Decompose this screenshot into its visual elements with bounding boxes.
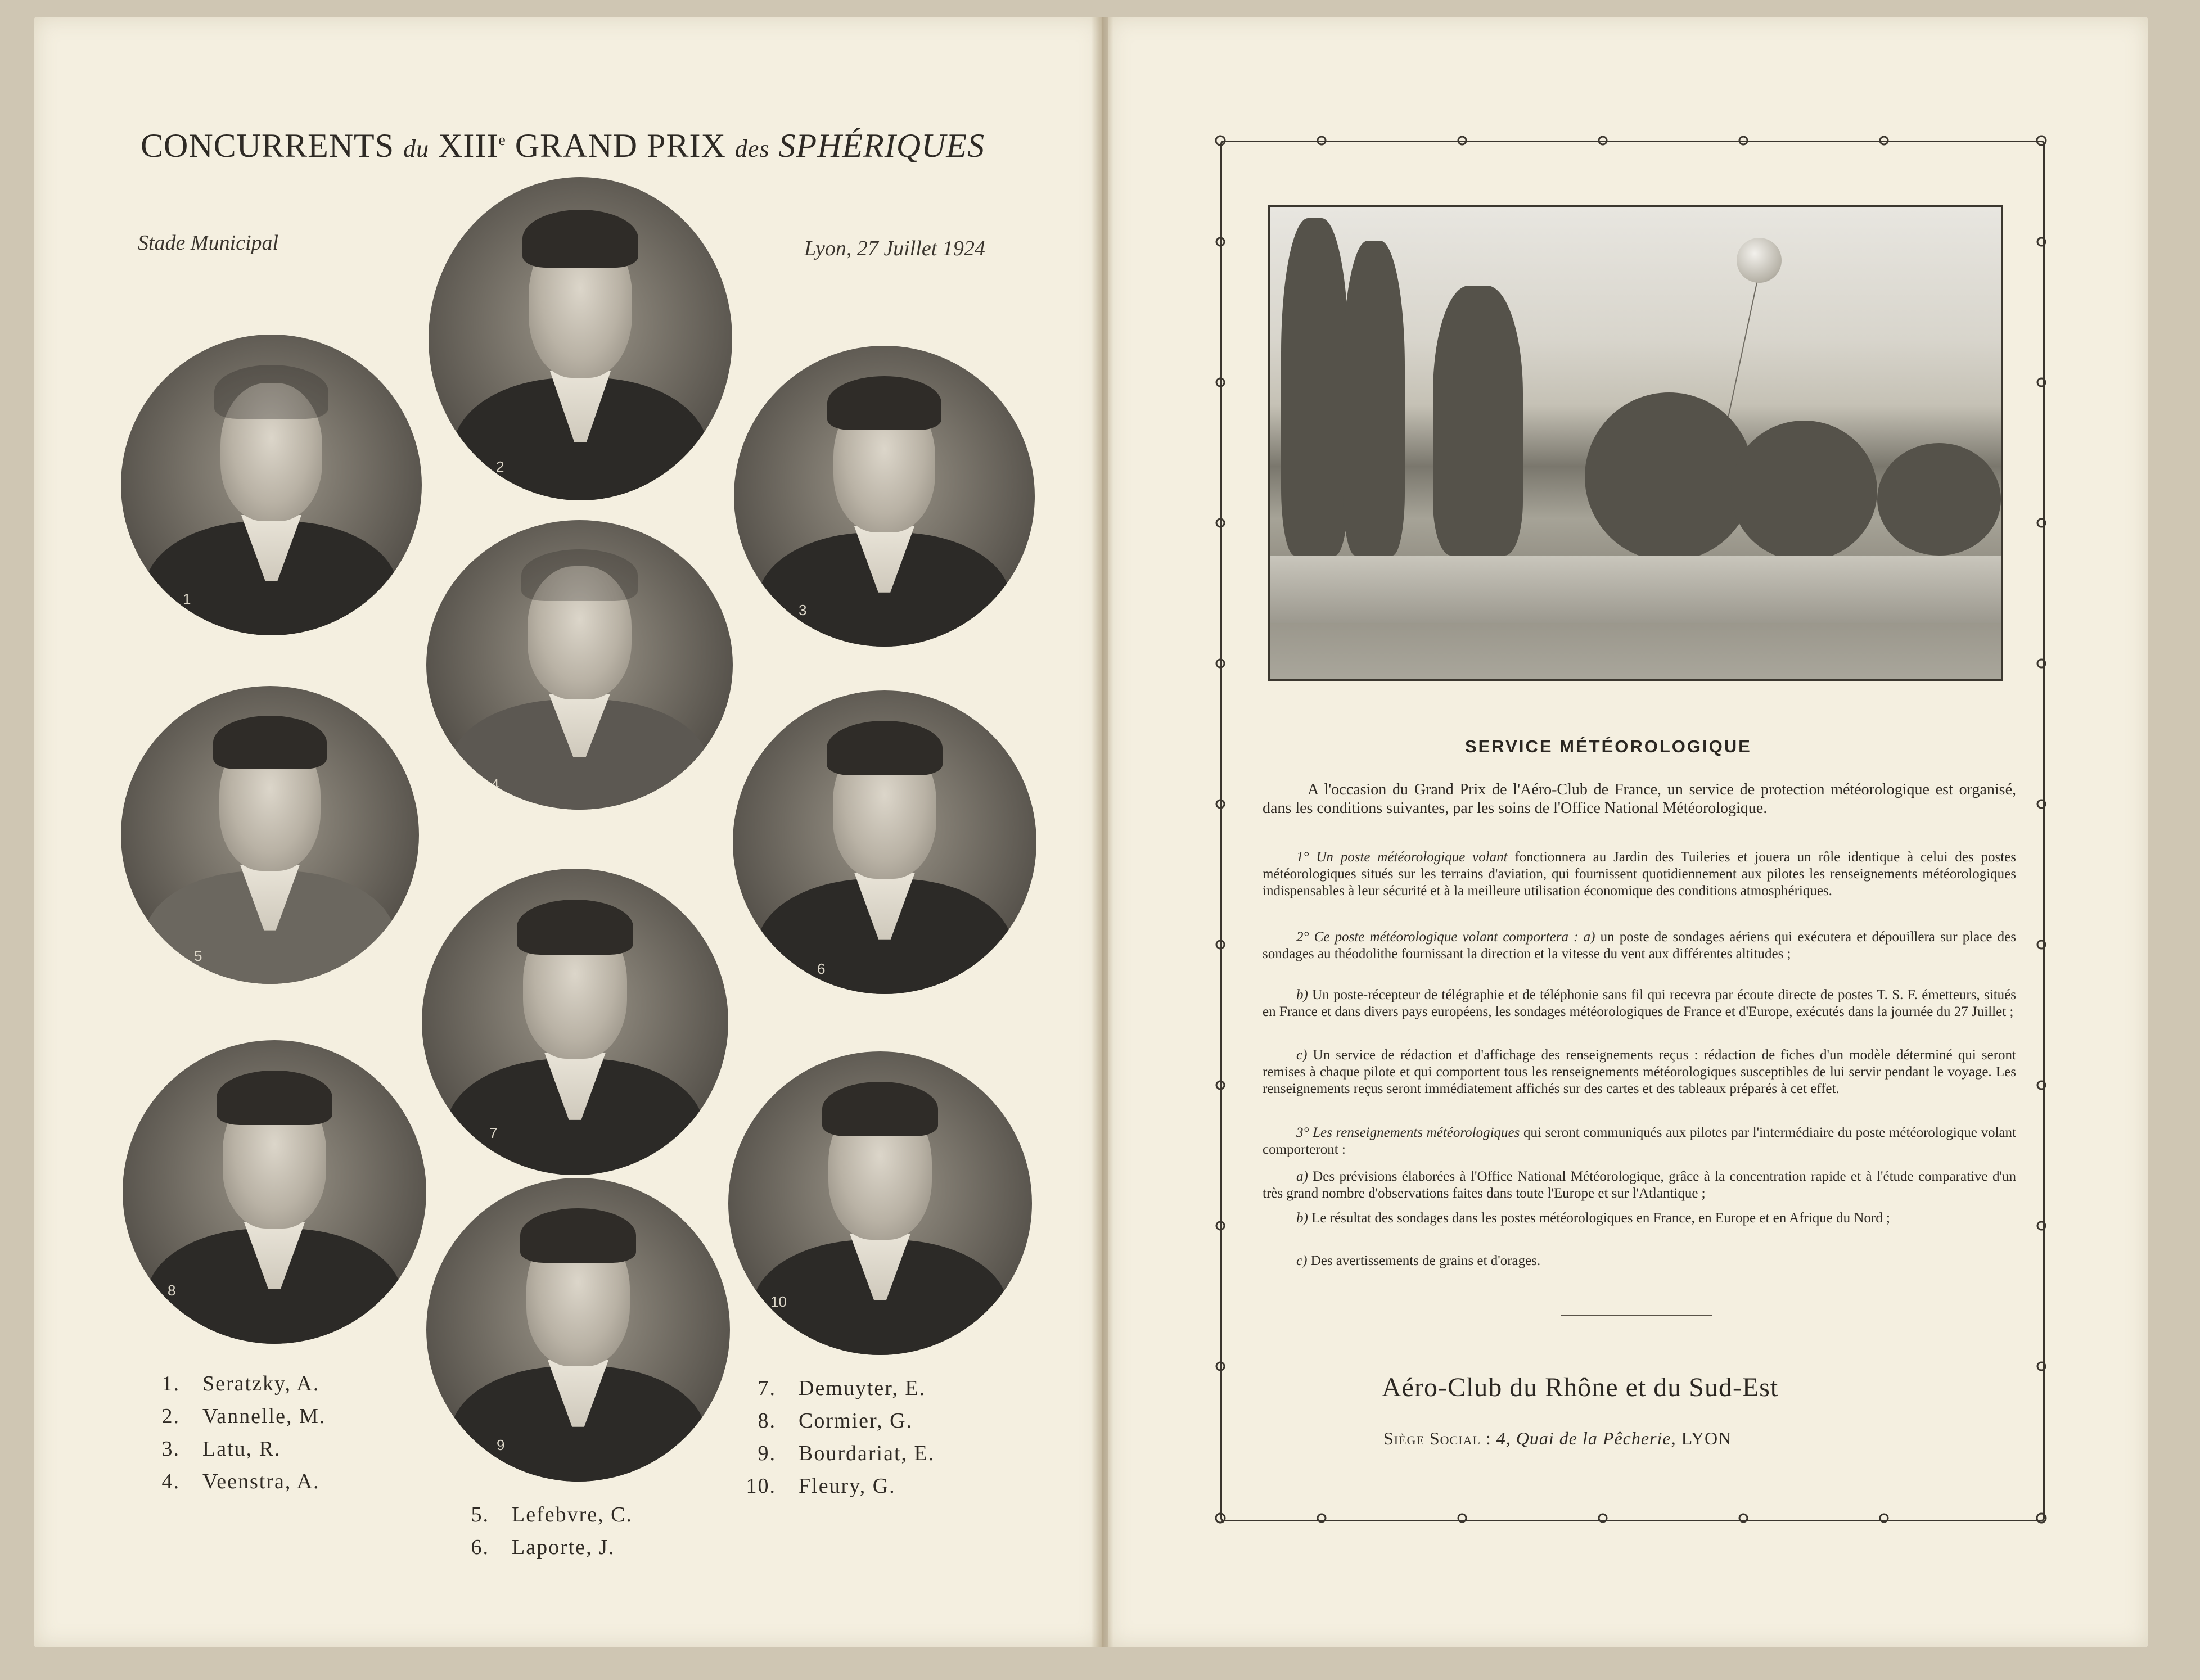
paragraph-1: 1° Un poste météorologique volant fonctionnera au Jardin des Tuileries et jouera un rôle identique à celui des postes météorologiques situés sur les terrains d'aviation, qui fournissent quotidiennement aux pilotes les renseignements météorologiques indispensables à leur sécurité et à la meilleure utilisation économique des conditions atmosphériques. <box>1263 850 2016 898</box>
portrait-number: 5 <box>194 947 202 964</box>
club-name: Aéro-Club du Rhône et du Sud-Est <box>1382 1372 1779 1402</box>
portrait-8 <box>123 1040 426 1344</box>
portrait-number: 9 <box>497 1437 505 1453</box>
portrait-5 <box>121 686 419 984</box>
booklet-gutter <box>1091 17 1113 1647</box>
paragraph-2b: b) Un poste-récepteur de télégraphie et de téléphonie sans fil qui recevra par écoute directe de postes T. S. F. émetteurs, situés en France et dans divers pays européens, les sondages météorologiques de France et d'Europe, exécutés dans la journée du 27 Juillet ; <box>1263 987 2016 1019</box>
portrait-number: 2 <box>496 458 504 475</box>
names-column-1 <box>135 1367 326 1498</box>
portrait-3 <box>734 346 1035 647</box>
title-spheriques: SPHÉRIQUES <box>778 127 985 164</box>
page-title <box>141 127 1040 165</box>
portrait-number: 6 <box>817 960 826 977</box>
portrait-6 <box>733 690 1036 994</box>
title-xiii: XIII <box>438 127 499 164</box>
portrait-number: 7 <box>489 1124 498 1141</box>
title-grand-prix: GRAND PRIX <box>515 127 726 164</box>
paragraph-3b: b) Le résultat des sondages dans les postes météorologiques en France, en Europe et en Afrique du Nord ; <box>1296 1211 1890 1226</box>
intro-paragraph: A l'occasion du Grand Prix de l'Aéro-Club de France, un service de protection météorologique est organisé, dans les conditions suivantes, par les soins de l'Office National Météorologique. <box>1263 781 2016 817</box>
competitor-10: 10. Fleury, G. <box>746 1474 896 1498</box>
title-du: du <box>403 135 430 162</box>
portrait-10 <box>728 1051 1032 1355</box>
title-des: des <box>734 135 770 162</box>
balloon-icon <box>1737 238 1782 283</box>
paragraph-2a: 2° Ce poste météorologique volant comportera : a) un poste de sondages aériens qui exécutera et dépouillera sur place des sondages au théodolithe fournissant la direction et la vitesse du vent aux différentes altitudes ; <box>1263 929 2016 961</box>
competitor-9: 9. Bourdariat, E. <box>758 1442 935 1465</box>
paragraph-2c: c) Un service de rédaction et d'affichage des renseignements reçus : rédaction de fiches d'un modèle déterminé qui seront remises à chaque pilote et qui comportent tous les renseignements météorologiques susceptibles de lui servir pendant le voyage. Les renseignements reçus seront immédiatement affichés sur des cartes et des tableaux préparés à cet effet. <box>1263 1047 2016 1096</box>
portrait-number: 3 <box>799 602 807 618</box>
competitor-4: 4. Veenstra, A. <box>161 1470 320 1493</box>
competitor-7: 7. Demuyter, E. <box>758 1376 926 1400</box>
title-concurrents: CONCURRENTS <box>141 127 395 164</box>
competitor-6: 6. Laporte, J. <box>471 1536 615 1559</box>
competitor-8: 8. Cormier, G. <box>758 1409 913 1433</box>
title-sup: e <box>498 132 506 149</box>
names-column-2 <box>444 1498 633 1564</box>
portrait-7 <box>422 869 728 1175</box>
balloon-landscape-photo <box>1268 205 2003 681</box>
club-address: Siège Social : 4, Quai de la Pêcherie, LYON <box>1383 1428 1732 1448</box>
divider-rule <box>1561 1315 1712 1316</box>
portrait-number: 1 <box>183 590 191 607</box>
portrait-4 <box>426 520 733 810</box>
names-column-3 <box>731 1372 935 1502</box>
portrait-1 <box>121 335 422 635</box>
competitor-2: 2. Vannelle, M. <box>161 1404 326 1428</box>
stade-label: Stade Municipal <box>138 231 279 255</box>
paragraph-3a: a) Des prévisions élaborées à l'Office National Météorologique, grâce à la concentration rapide et à l'étude comparative d'un très grand nombre d'observations faites dans toute l'Europe et sur l'Atlantique ; <box>1263 1169 2016 1201</box>
paragraph-3c: c) Des avertissements de grains et d'orages. <box>1296 1253 1541 1268</box>
section-title: SERVICE MÉTÉOROLOGIQUE <box>1465 737 1752 756</box>
portrait-number: 8 <box>168 1282 176 1299</box>
portrait-number: 10 <box>770 1293 787 1310</box>
competitor-1: 1. Seratzky, A. <box>161 1372 320 1396</box>
portrait-number: 4 <box>491 776 499 793</box>
competitor-3: 3. Latu, R. <box>161 1437 281 1461</box>
portrait-2 <box>429 177 732 500</box>
competitor-5: 5. Lefebvre, C. <box>471 1503 633 1527</box>
dateline: Lyon, 27 Juillet 1924 <box>804 237 985 260</box>
paragraph-3: 3° Les renseignements météorologiques qui seront communiqués aux pilotes par l'intermédiaire du poste météorologique volant comporteront : <box>1263 1125 2016 1157</box>
portrait-9 <box>426 1178 730 1482</box>
